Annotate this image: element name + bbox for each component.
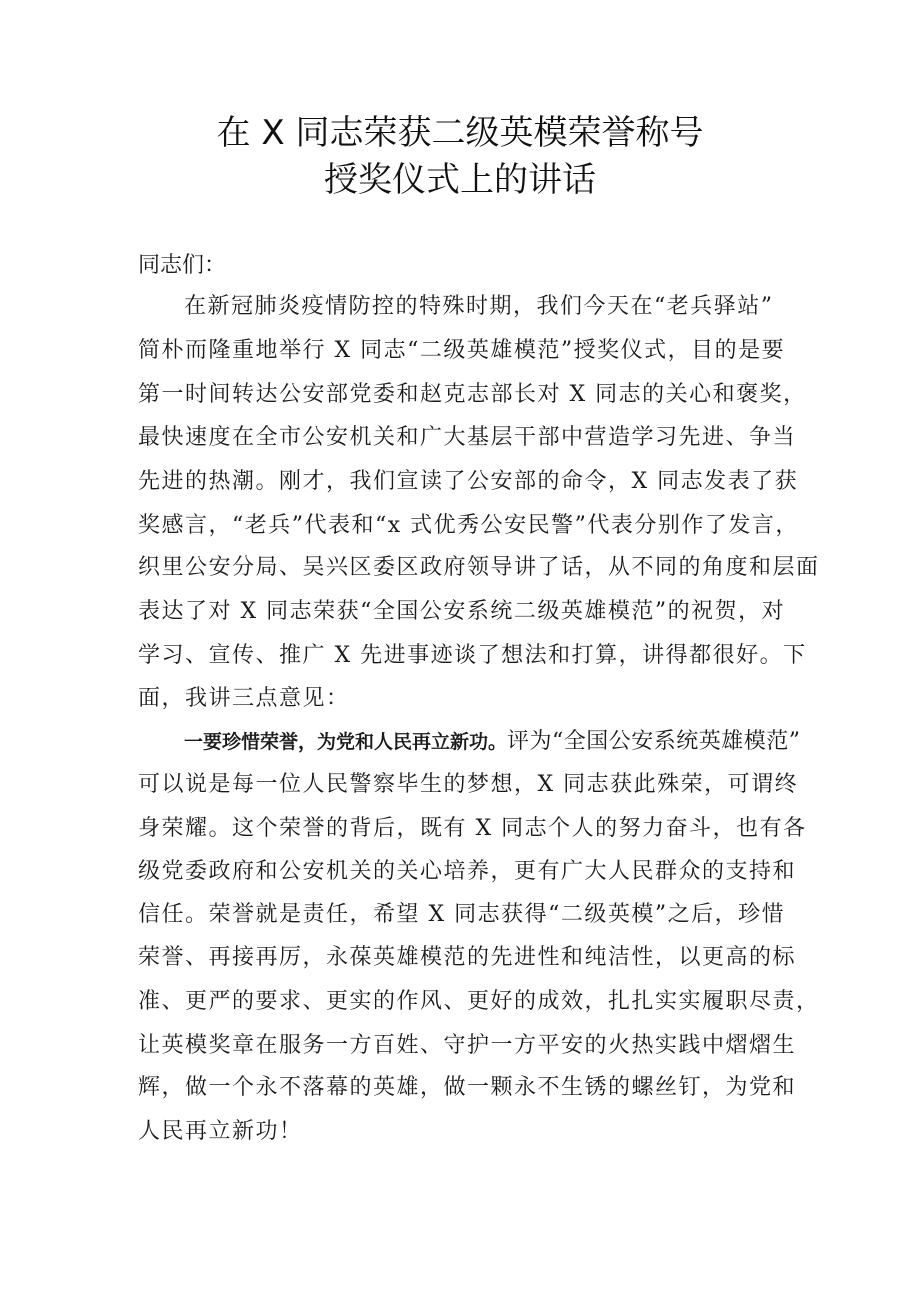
paragraph-line: 准、更严的要求、更实的作风、更好的成效，扎扎实实履职尽责， xyxy=(138,989,820,1014)
paragraph-line: 身荣耀。这个荣誉的背后，既有 X 同志个人的努力奋斗，也有各 xyxy=(138,816,807,841)
paragraph-line: 荣誉、再接再厉，永葆英雄模范的先进性和纯洁性，以更高的标 xyxy=(138,945,797,970)
paragraph-line: 第一时间转达公安部党委和赵克志部长对 X 同志的关心和褒奖， xyxy=(138,382,807,407)
paragraph-line: 奖感言，“老兵”代表和“x 式优秀公安民警”代表分别作了发言， xyxy=(138,513,799,538)
paragraph-line: 在新冠肺炎疫情防控的特殊时期，我们今天在“老兵驿站” xyxy=(184,294,774,319)
paragraph-line: 最快速度在全市公安机关和广大基层干部中营造学习先进、争当 xyxy=(138,425,797,450)
paragraph-line xyxy=(184,727,801,757)
paragraph-line: 面，我讲三点意见： xyxy=(138,686,350,711)
paragraph-line: 简朴而隆重地举行 X 同志“二级英雄模范”授奖仪式，目的是要 xyxy=(138,338,786,363)
salutation: 同志们： xyxy=(138,253,227,278)
paragraph-lead-heading: 一要珍惜荣誉，为党和人民再立新功。 xyxy=(184,731,508,753)
paragraph-line: 信任。荣誉就是责任，希望 X 同志获得“二级英模”之后，珍惜 xyxy=(138,902,786,927)
paragraph-line: 织里公安分局、吴兴区委区政府领导讲了话，从不同的角度和层面 xyxy=(138,555,820,580)
paragraph-line: 让英模奖章在服务一方百姓、守护一方平安的火热实践中熠熠生 xyxy=(138,1033,797,1058)
paragraph-line: 学习、宣传、推广 X 先进事迹谈了想法和打算，讲得都很好。下 xyxy=(138,643,807,668)
document-title-line-1: 在 X 同志荣获二级英模荣誉称号 xyxy=(216,113,704,153)
paragraph-line: 先进的热潮。刚才，我们宣读了公安部的命令，X 同志发表了获 xyxy=(138,469,799,494)
paragraph-line: 可以说是每一位人民警察毕生的梦想，X 同志获此殊荣，可谓终 xyxy=(138,772,799,797)
paragraph-line: 级党委政府和公安机关的关心培养，更有广大人民群众的支持和 xyxy=(138,859,797,884)
paragraph-line: 辉，做一个永不落幕的英雄，做一颗永不生锈的螺丝钉，为党和 xyxy=(138,1075,797,1100)
paragraph-line: 人民再立新功！ xyxy=(138,1119,303,1144)
document-title-line-2: 授奖仪式上的讲话 xyxy=(324,160,596,200)
paragraph-line: 表达了对 X 同志荣获“全国公安系统二级英雄模范”的祝贺，对 xyxy=(138,599,786,624)
paragraph-line-text: 评为“全国公安系统英雄模范” xyxy=(507,729,801,754)
